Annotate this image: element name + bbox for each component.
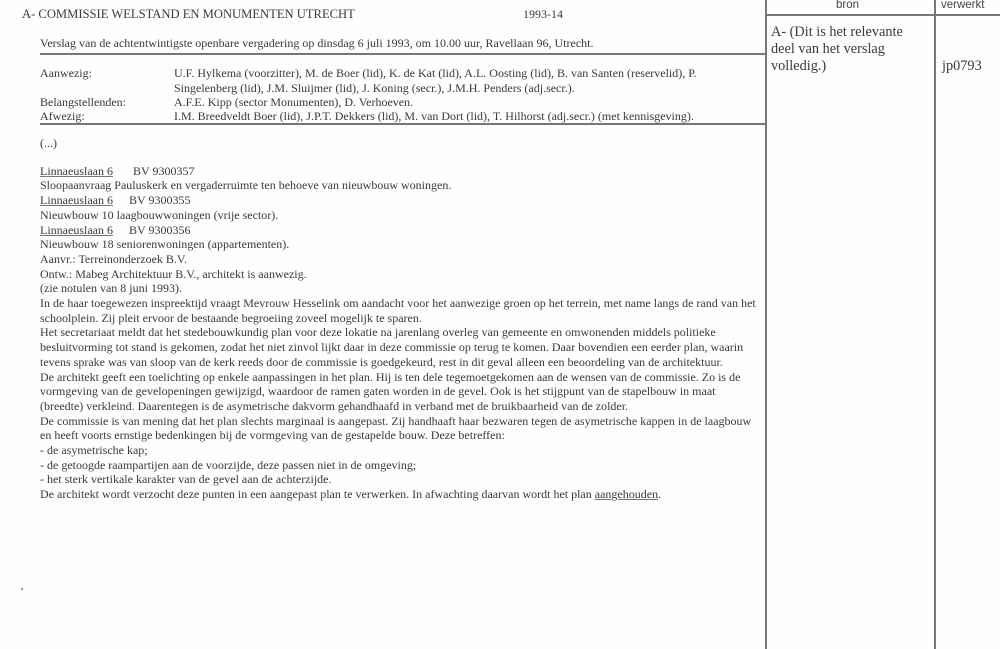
divider-top <box>40 53 766 55</box>
body-line: schoolplein. Zij pleit ervoor de bestaande begroeiing zoveel mogelijk te sparen. <box>40 310 422 325</box>
ontwerper: Ontw.: Mabeg Architektuur B.V., architekt is aanwezig. <box>40 266 307 281</box>
verwerkt-value: jp0793 <box>942 58 982 74</box>
aanvrager: Aanvr.: Terreinonderzoek B.V. <box>40 251 188 266</box>
previous-minutes-ref: (zie notulen van 8 juni 1993). <box>40 281 182 296</box>
item-code: BV 9300355 <box>128 193 191 208</box>
bullet-item: - het sterk vertikale karakter van de gevel aan de achterzijde. <box>40 472 332 487</box>
body-line: Het secretariaat meldt dat het stedebouwkundig plan voor deze lokatie na jarenlang overleg van gemeente en omwonenden middels politieke <box>40 325 716 340</box>
document-number: 1993-14 <box>523 7 563 21</box>
item-code: BV 9300357 <box>132 163 195 178</box>
body-line: tevens sprake was van sloop van de kerk reeds door de commissie is goedgekeurd, rest in dit geval alleen een beoordeling van de architektuur. <box>40 354 723 369</box>
ellipsis: (...) <box>40 136 57 150</box>
column-divider-verwerkt <box>934 0 936 649</box>
column-divider-main <box>765 0 767 649</box>
bron-column-header: bron <box>836 0 860 11</box>
item-address: Linnaeuslaan 6 <box>40 193 113 208</box>
bron-note: A- (Dit is het relevante deel van het verslag volledig.) <box>771 24 903 74</box>
item-code: BV 9300356 <box>128 222 191 237</box>
body-line: In de haar toegewezen inspreektijd vraagt Mevrouw Hesselink om aandacht voor het aanwezige groen op het terrein, met name langs de rand van het <box>40 296 756 311</box>
verwerkt-column-header: verwerkt <box>941 0 985 11</box>
agenda-item-2-desc: Nieuwbouw 10 laagbouwwoningen (vrije sector). <box>40 207 279 222</box>
divider-attendance <box>40 123 766 125</box>
item-address: Linnaeuslaan 6 <box>40 222 113 237</box>
body-line: en heeft voorts ernstige bedenkingen bij de vormgeving van de gestapelde bouw. Deze betreffen: <box>40 428 505 443</box>
agenda-item-2-heading <box>40 193 760 208</box>
body-line: De architekt geeft een toelichting op enkele aanpassingen in het plan. Hij is ten dele tegemoetgekomen aan de wensen van de commissie. Zo is de <box>40 369 741 384</box>
afwezig-label: Afwezig: <box>40 109 85 123</box>
afwezig-value: I.M. Breedveldt Boer (lid), J.P.T. Dekkers (lid), M. van Dort (lid), T. Hilhorst (adj.secr.) (met kennisgeving). <box>174 109 694 123</box>
minutes-body <box>40 136 760 502</box>
body-line: besluitvorming tot stand is gekomen, zodat het niet zinvol lijkt daar in deze commissie op terug te komen. Daar bovendien een eerder plan, waarin <box>40 340 744 355</box>
belangstellenden-label: Belangstellenden: <box>40 95 126 109</box>
bullet-item: - de getoogde raampartijen aan de voorzijde, deze passen niet in de omgeving; <box>40 457 417 472</box>
agenda-item-1-desc: Sloopaanvraag Pauluskerk en vergaderruimte ten behoeve van nieuwbouw woningen. <box>40 178 452 193</box>
aanwezig-line-2: Singelenberg (lid), J.M. Sluijmer (lid), J. Koning (secr.), J.M.H. Penders (adj.secr.). <box>174 81 575 95</box>
bullet-item: - de asymetrische kap; <box>40 443 148 458</box>
decision-aangehouden: aangehouden <box>594 487 659 502</box>
meeting-description: Verslag van de achtentwintigste openbare vergadering op dinsdag 6 juli 1993, om 10.00 uur, Ravellaan 96, Utrecht. <box>40 36 594 50</box>
agenda-item-3-desc: Nieuwbouw 18 seniorenwoningen (appartementen). <box>40 237 290 252</box>
conclusion-line: De architekt wordt verzocht deze punten in een aangepast plan te verwerken. In afwachting daarvan wordt het plan aangehouden. <box>40 487 662 502</box>
scan-speck <box>21 588 23 590</box>
agenda-item-1-heading <box>40 164 760 179</box>
body-line: (breedte) verkleind. Daarentegen is de asymetrische dakvorm gehandhaafd in verband met de bruikbaarheid van de zolder. <box>40 398 629 413</box>
aanwezig-label: Aanwezig: <box>40 66 92 80</box>
document-title: A- COMMISSIE WELSTAND EN MONUMENTEN UTRECHT <box>22 7 355 21</box>
sidebar-header-divider <box>765 14 1000 16</box>
body-line: vormgeving van de gevelopeningen gewijzigd, waardoor de ramen gaten worden in de gevel. Ook is het stijgpunt van de stapelbouw in maat <box>40 384 716 399</box>
belangstellenden-value: A.F.E. Kipp (sector Monumenten), D. Verhoeven. <box>174 95 414 109</box>
agenda-item-3-heading <box>40 223 760 238</box>
body-line: De commissie is van mening dat het plan slechts marginaal is aangepast. Zij handhaaft haar bezwaren tegen de asymetrische kappen in de laagbouw <box>40 413 752 428</box>
item-address: Linnaeuslaan 6 <box>40 163 113 178</box>
aanwezig-line-1: U.F. Hylkema (voorzitter), M. de Boer (lid), K. de Kat (lid), A.L. Oosting (lid), B. van Santen (reservelid), P. <box>174 66 697 80</box>
